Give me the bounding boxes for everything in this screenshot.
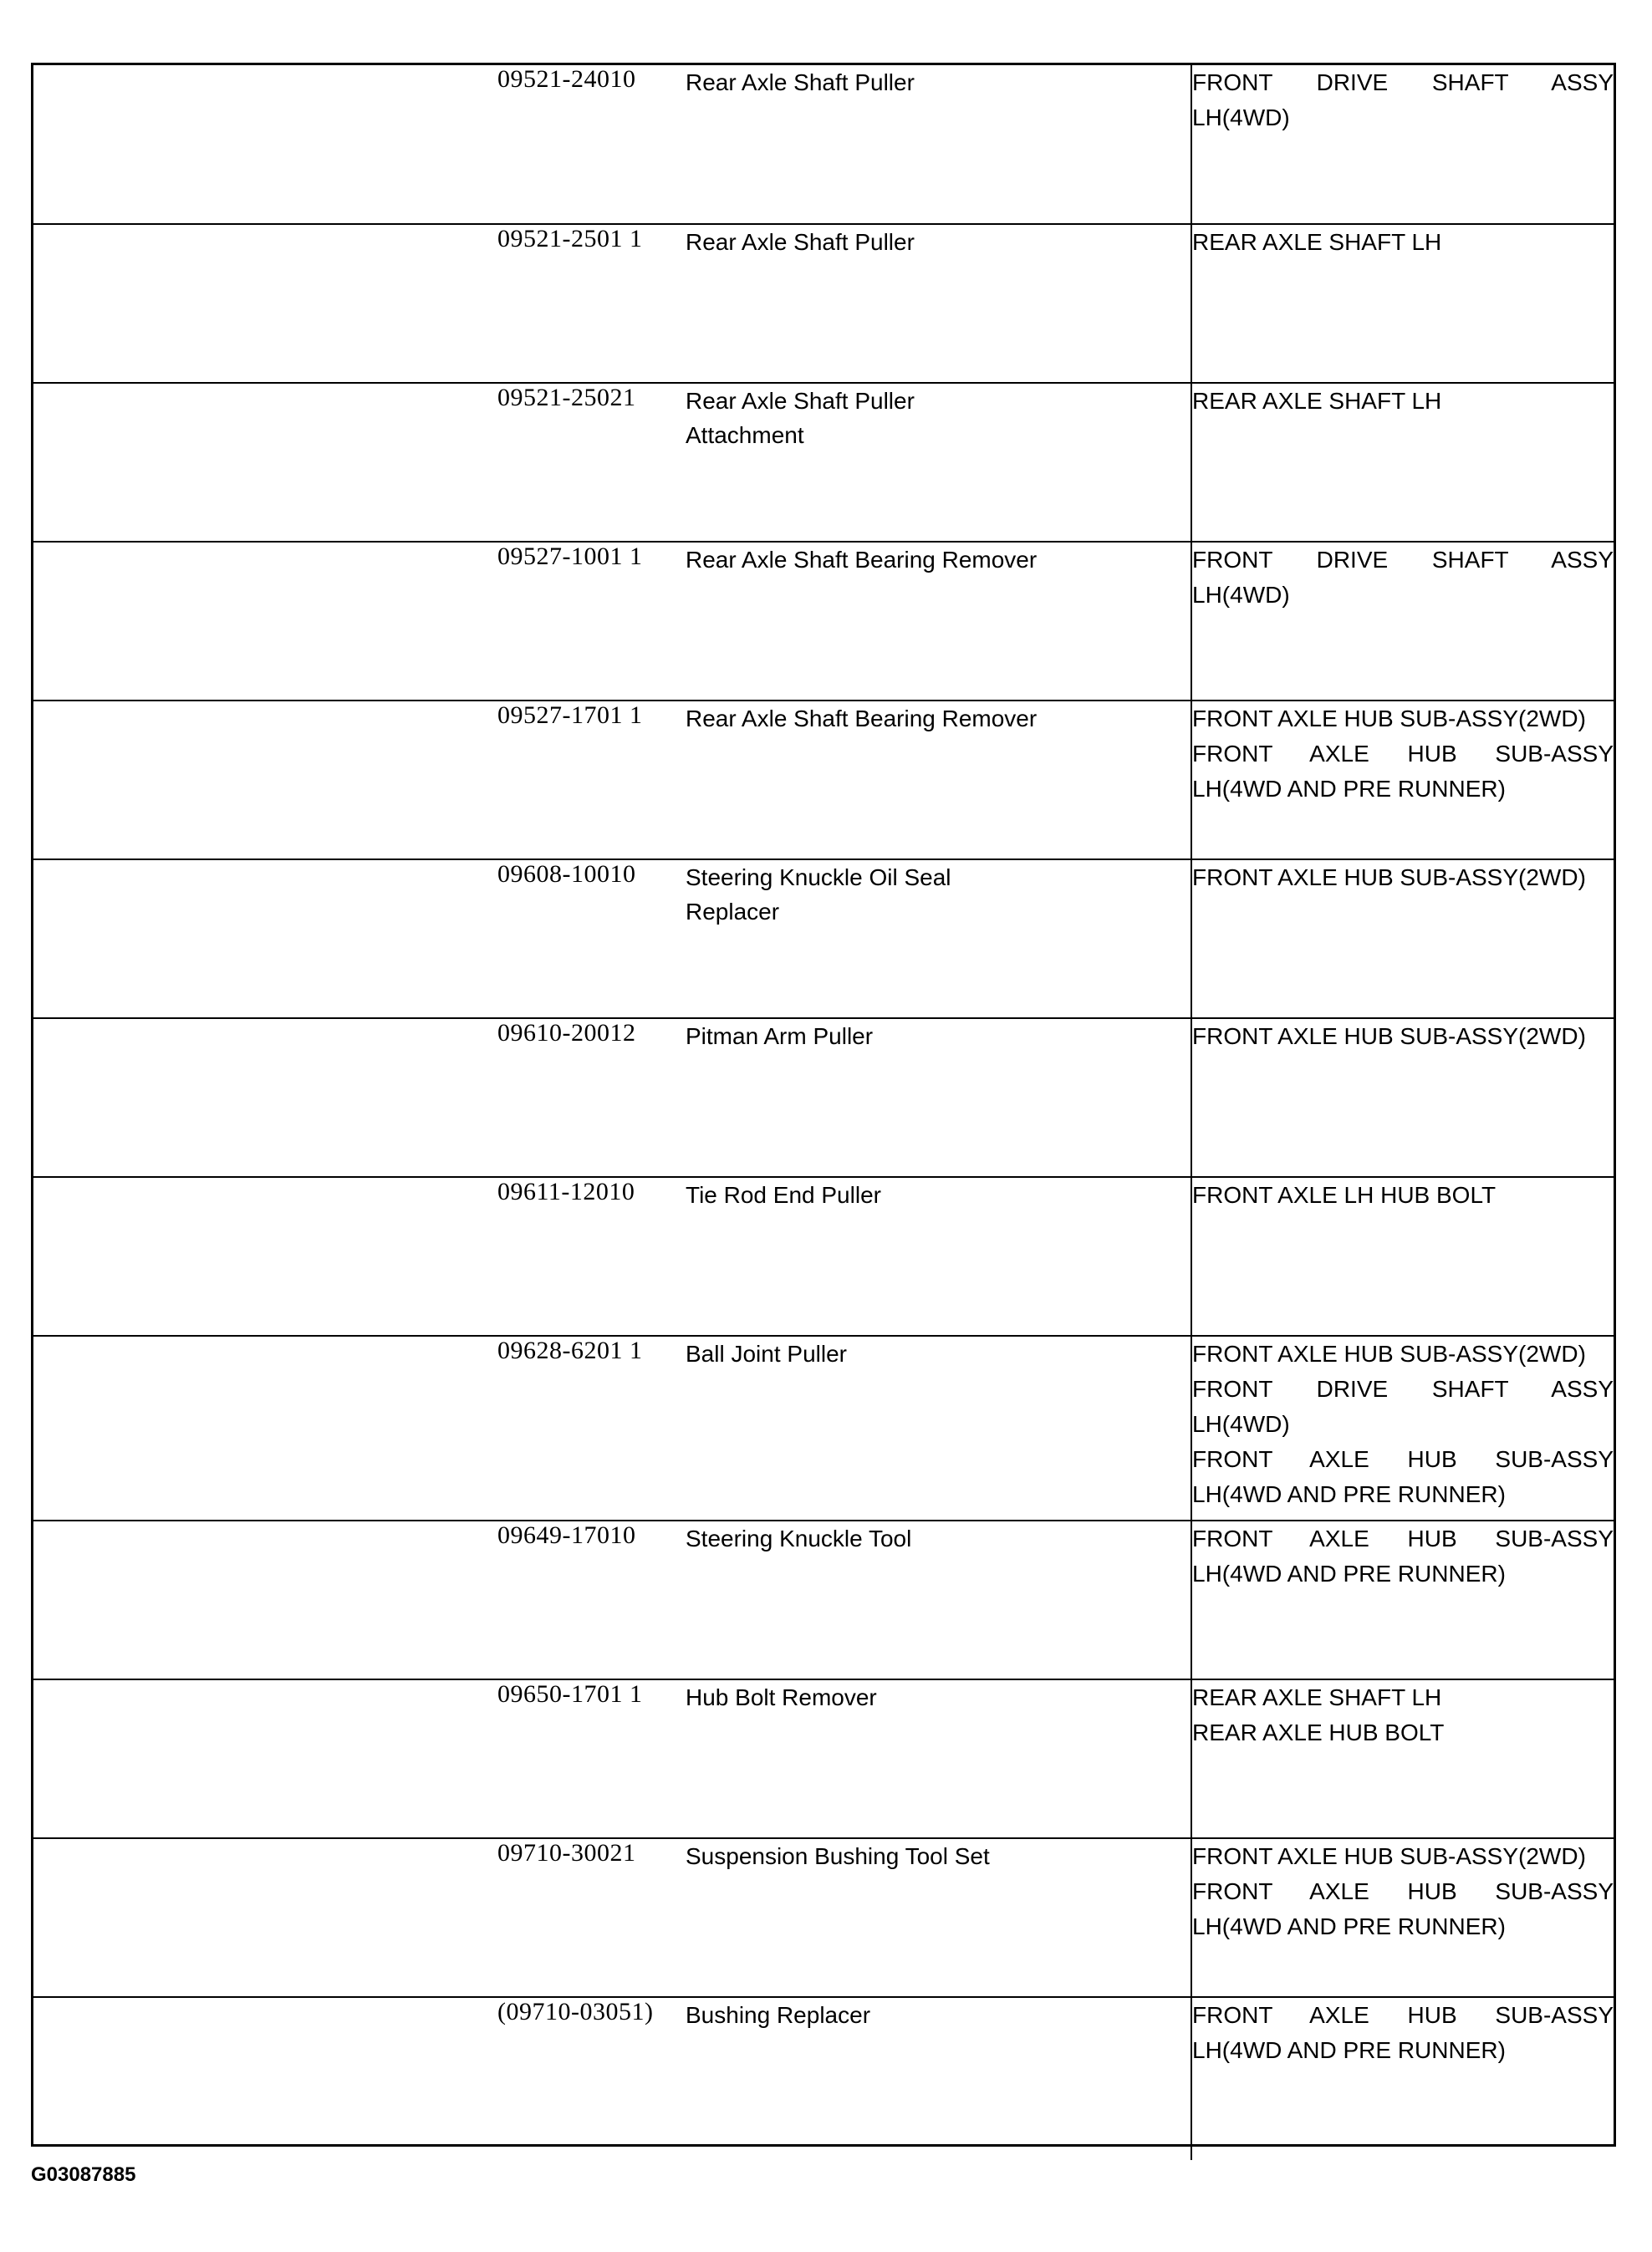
tool-name: Suspension Bushing Tool Set <box>686 1843 990 1869</box>
tool-illustration-cell <box>33 542 497 701</box>
tool-illustration-cell <box>33 1521 497 1679</box>
tool-name: Rear Axle Shaft Puller <box>686 69 915 95</box>
tool-name: Hub Bolt Remover <box>686 1684 877 1710</box>
puller-attachment-plate-icon <box>33 384 497 541</box>
tool-name: Tie Rod End Puller <box>686 1182 881 1208</box>
part-number: 09521-24010 <box>497 65 636 93</box>
tool-row <box>33 65 1614 224</box>
applicable-part-cell <box>1191 1997 1614 2160</box>
applicable-part: FRONT DRIVE SHAFT ASSY <box>1192 547 1614 573</box>
tool-row <box>33 542 1614 701</box>
part-number: 09710-30021 <box>497 1839 636 1867</box>
tool-row <box>33 1018 1614 1177</box>
applicable-part: FRONT DRIVE SHAFT ASSY <box>1192 69 1614 95</box>
applicable-part: LH(4WD AND PRE RUNNER) <box>1192 776 1506 802</box>
tool-illustration-cell <box>33 65 497 224</box>
applicable-part: LH(4WD AND PRE RUNNER) <box>1192 1561 1506 1587</box>
part-number: 09608-10010 <box>497 860 636 888</box>
tool-name-cell <box>686 1521 1191 1679</box>
tool-name-cell <box>686 1997 1191 2160</box>
bearing-remover-cup-icon <box>33 701 497 859</box>
tool-name: Ball Joint Puller <box>686 1341 847 1367</box>
tool-name-cell <box>686 1336 1191 1521</box>
tool-name-cell <box>686 383 1191 542</box>
applicable-part-cell <box>1191 701 1614 859</box>
tool-name-cell <box>686 859 1191 1018</box>
applicable-part: FRONT AXLE HUB SUB-ASSY <box>1192 1878 1614 1904</box>
tool-illustration-cell <box>33 1838 497 1997</box>
applicable-part: LH(4WD) <box>1192 104 1290 130</box>
tool-name-cell <box>686 224 1191 383</box>
applicable-part: FRONT AXLE HUB SUB-ASSY <box>1192 741 1614 767</box>
applicable-part-cell <box>1191 224 1614 383</box>
applicable-part-cell <box>1191 1177 1614 1336</box>
applicable-part: FRONT AXLE HUB SUB-ASSY(2WD) <box>1192 1023 1586 1049</box>
tool-name-cell <box>686 1018 1191 1177</box>
bearing-remover-plates-icon <box>33 543 497 700</box>
part-number: 09521-25021 <box>497 384 636 411</box>
applicable-part-cell <box>1191 1521 1614 1679</box>
applicable-part-cell <box>1191 542 1614 701</box>
tool-name-cell <box>686 1679 1191 1838</box>
applicable-part: FRONT AXLE HUB SUB-ASSY <box>1192 2002 1614 2028</box>
tool-name-cell <box>686 1838 1191 1997</box>
tie-rod-end-puller-icon <box>33 1178 497 1335</box>
tool-illustration-cell <box>33 701 497 859</box>
tool-name: Steering Knuckle Oil Seal <box>686 864 951 890</box>
steering-knuckle-tool-icon <box>33 1521 497 1679</box>
pitman-arm-puller-icon <box>33 1019 497 1176</box>
part-number-cell <box>497 1521 686 1679</box>
applicable-part: LH(4WD AND PRE RUNNER) <box>1192 1481 1506 1507</box>
tool-row <box>33 859 1614 1018</box>
applicable-part: LH(4WD) <box>1192 582 1290 608</box>
tool-name: Rear Axle Shaft Bearing Remover <box>686 706 1038 731</box>
applicable-part: FRONT AXLE LH HUB BOLT <box>1192 1182 1496 1208</box>
tool-row <box>33 1997 1614 2160</box>
part-number-cell <box>497 701 686 859</box>
tool-name: Pitman Arm Puller <box>686 1023 874 1049</box>
part-number: 09649-17010 <box>497 1521 636 1549</box>
tool-name: Rear Axle Shaft Puller <box>686 388 915 414</box>
applicable-part: FRONT AXLE HUB SUB-ASSY(2WD) <box>1192 864 1586 890</box>
applicable-part: LH(4WD) <box>1192 1411 1290 1437</box>
part-number-cell <box>497 1018 686 1177</box>
tool-row <box>33 1838 1614 1997</box>
part-number: (09710-03051) <box>497 1998 654 2025</box>
tool-illustration-cell <box>33 383 497 542</box>
part-number: 09611-12010 <box>497 1178 635 1205</box>
applicable-part: FRONT AXLE HUB SUB-ASSY(2WD) <box>1192 706 1586 731</box>
applicable-part-cell <box>1191 1018 1614 1177</box>
tool-row <box>33 1679 1614 1838</box>
bushing-replacer-icon <box>33 1998 497 2160</box>
special-service-tools-table <box>31 63 1616 2147</box>
tool-illustration-cell <box>33 1997 497 2160</box>
applicable-part: FRONT AXLE HUB SUB-ASSY(2WD) <box>1192 1843 1586 1869</box>
applicable-part-cell <box>1191 1679 1614 1838</box>
applicable-part-cell <box>1191 859 1614 1018</box>
tool-name: Rear Axle Shaft Bearing Remover <box>686 547 1038 573</box>
part-number-cell <box>497 1997 686 2160</box>
tool-name: Replacer <box>686 899 780 925</box>
tool-row <box>33 701 1614 859</box>
applicable-part-cell <box>1191 1336 1614 1521</box>
tool-name: Rear Axle Shaft Puller <box>686 229 915 255</box>
axle-shaft-puller-bar-icon <box>33 225 497 382</box>
part-number-cell <box>497 65 686 224</box>
applicable-part: REAR AXLE SHAFT LH <box>1192 388 1442 414</box>
part-number: 09650-1701 1 <box>497 1680 643 1708</box>
figure-id: G03087885 <box>31 2163 136 2186</box>
hub-bolt-remover-icon <box>33 1680 497 1837</box>
part-number-cell <box>497 1336 686 1521</box>
applicable-part-cell <box>1191 65 1614 224</box>
tool-name: Bushing Replacer <box>686 2002 871 2028</box>
applicable-part: FRONT AXLE HUB SUB-ASSY <box>1192 1446 1614 1472</box>
tool-name-cell <box>686 1177 1191 1336</box>
applicable-part: REAR AXLE HUB BOLT <box>1192 1720 1445 1745</box>
tool-row <box>33 224 1614 383</box>
tool-illustration-cell <box>33 1018 497 1177</box>
tool-illustration-cell <box>33 1679 497 1838</box>
tool-name: Steering Knuckle Tool <box>686 1526 912 1551</box>
applicable-part-cell <box>1191 383 1614 542</box>
part-number-cell <box>497 859 686 1018</box>
applicable-part: REAR AXLE SHAFT LH <box>1192 229 1442 255</box>
part-number: 09521-2501 1 <box>497 225 643 252</box>
part-number: 09628-6201 1 <box>497 1337 643 1364</box>
applicable-part: FRONT AXLE HUB SUB-ASSY(2WD) <box>1192 1341 1586 1367</box>
rear-axle-shaft-puller-icon <box>33 65 497 223</box>
applicable-part: REAR AXLE SHAFT LH <box>1192 1684 1442 1710</box>
part-number-cell <box>497 542 686 701</box>
tool-name-cell <box>686 65 1191 224</box>
part-number-cell <box>497 1838 686 1997</box>
tool-illustration-cell <box>33 1177 497 1336</box>
tool-row <box>33 1177 1614 1336</box>
tool-illustration-cell <box>33 859 497 1018</box>
part-number-cell <box>497 1679 686 1838</box>
tool-name-cell <box>686 542 1191 701</box>
tool-row <box>33 383 1614 542</box>
applicable-part-cell <box>1191 1838 1614 1997</box>
tools-table <box>33 65 1614 2160</box>
applicable-part: LH(4WD AND PRE RUNNER) <box>1192 1913 1506 1939</box>
tool-name: Attachment <box>686 422 804 448</box>
tool-row <box>33 1336 1614 1521</box>
applicable-part: FRONT AXLE HUB SUB-ASSY <box>1192 1526 1614 1551</box>
oil-seal-replacer-icon <box>33 860 497 1017</box>
ball-joint-puller-icon <box>33 1337 497 1520</box>
applicable-part: FRONT DRIVE SHAFT ASSY <box>1192 1376 1614 1402</box>
part-number: 09610-20012 <box>497 1019 636 1047</box>
tool-row <box>33 1521 1614 1679</box>
part-number: 09527-1001 1 <box>497 543 643 570</box>
tool-name-cell <box>686 701 1191 859</box>
part-number-cell <box>497 383 686 542</box>
part-number-cell <box>497 224 686 383</box>
bushing-tool-set-icon <box>33 1839 497 1996</box>
tool-illustration-cell <box>33 1336 497 1521</box>
part-number-cell <box>497 1177 686 1336</box>
applicable-part: LH(4WD AND PRE RUNNER) <box>1192 2037 1506 2063</box>
tool-illustration-cell <box>33 224 497 383</box>
part-number: 09527-1701 1 <box>497 701 643 729</box>
